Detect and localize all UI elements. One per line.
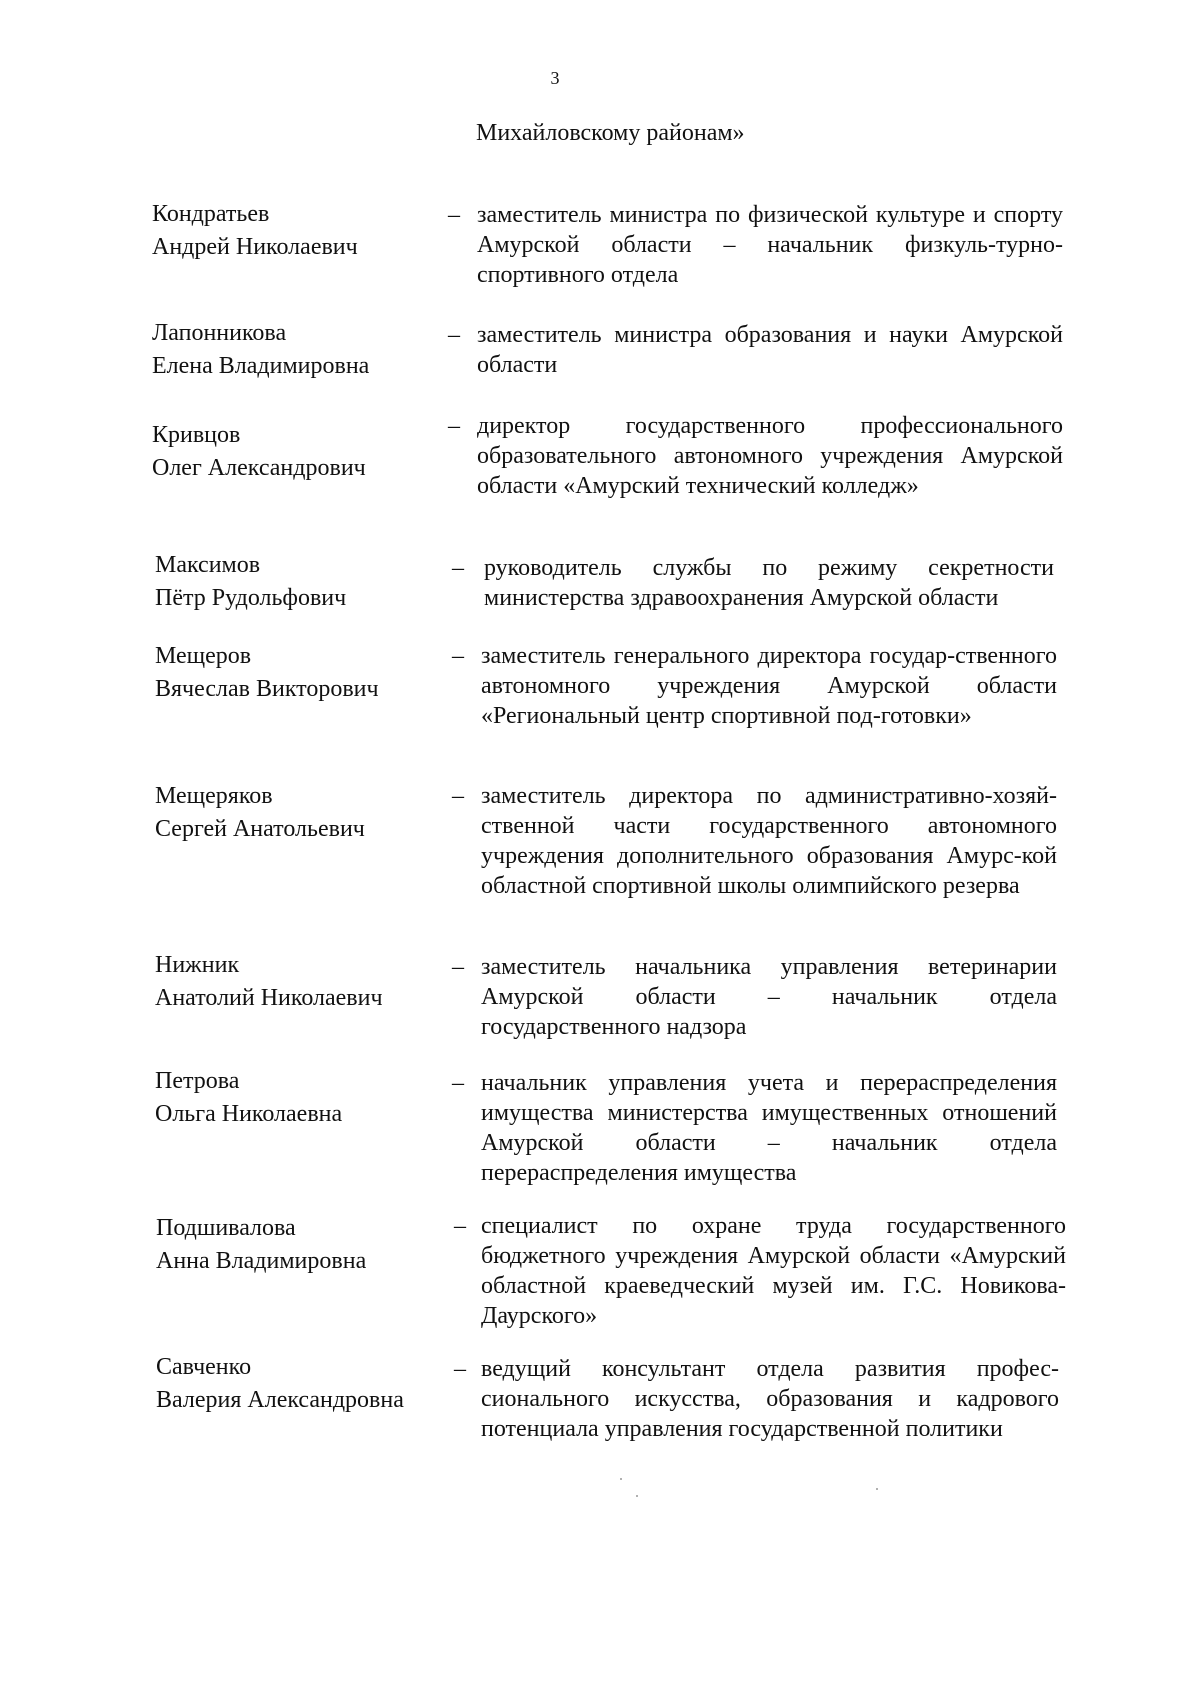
scan-speck xyxy=(876,1488,878,1490)
member-surname: Подшивалова xyxy=(156,1215,296,1241)
member-position: ведущий консультант отдела развития профес-сионального искусства, образования и кадрового потенциала управления государственной политики xyxy=(481,1356,1059,1442)
member-position: руководитель службы по режиму секретности министерства здравоохранения Амурской области xyxy=(484,555,1054,611)
continuation-text: Михайловскому районам» xyxy=(476,120,745,146)
member-name xyxy=(155,640,445,706)
member-position: начальник управления учета и перераспределения имущества министерства имущественных отношений Амурской области – начальник отдела перераспределения имущества xyxy=(481,1070,1057,1186)
dash-separator: – xyxy=(452,643,464,669)
member-position: заместитель директора по административно-хозяй-ственной части государственного автономного учреждения дополнительного образования Амурс-кой областной спортивной школы олимпийского резерва xyxy=(481,783,1057,899)
member-name xyxy=(156,1351,446,1417)
member-surname: Кондратьев xyxy=(152,201,270,227)
member-surname: Кривцов xyxy=(152,422,241,448)
member-given-names: Ольга Николаевна xyxy=(155,1101,343,1127)
member-given-names: Пётр Рудольфович xyxy=(155,585,347,611)
scan-speck xyxy=(636,1495,638,1497)
member-name xyxy=(156,1212,446,1278)
member-position: заместитель генерального директора государ-ственного автономного учреждения Амурской области «Региональный центр спортивной под-готовки» xyxy=(481,643,1057,729)
member-position: заместитель министра образования и науки Амурской области xyxy=(477,322,1063,378)
member-given-names: Вячеслав Викторович xyxy=(155,676,379,702)
member-surname: Петрова xyxy=(155,1068,240,1094)
member-name xyxy=(155,549,445,615)
member-name xyxy=(152,198,442,264)
member-name xyxy=(152,419,442,485)
member-given-names: Валерия Александровна xyxy=(156,1387,404,1413)
member-surname: Мещеров xyxy=(155,643,252,669)
member-name xyxy=(155,949,445,1015)
member-surname: Савченко xyxy=(156,1354,252,1380)
dash-separator: – xyxy=(452,954,464,980)
member-surname: Нижник xyxy=(155,952,240,978)
scan-speck xyxy=(620,1478,622,1480)
member-surname: Мещеряков xyxy=(155,783,273,809)
member-position: специалист по охране труда государственного бюджетного учреждения Амурской области «Амурский областной краеведческий музей им. Г.С. Новикова-Даурского» xyxy=(481,1213,1066,1329)
member-position: директор государственного профессионального образовательного автономного учреждения Амурской области «Амурский технический колледж» xyxy=(477,413,1063,499)
member-name xyxy=(155,780,445,846)
page-number: 3 xyxy=(550,68,560,88)
dash-separator: – xyxy=(452,555,464,581)
member-position: заместитель начальника управления ветеринарии Амурской области – начальник отдела государственного надзора xyxy=(481,954,1057,1040)
member-surname: Максимов xyxy=(155,552,261,578)
dash-separator: – xyxy=(454,1213,466,1239)
member-given-names: Анна Владимировна xyxy=(156,1248,367,1274)
dash-separator: – xyxy=(452,783,464,809)
member-given-names: Сергей Анатольевич xyxy=(155,816,365,842)
member-given-names: Олег Александрович xyxy=(152,455,366,481)
member-surname: Лапонникова xyxy=(152,320,287,346)
dash-separator: – xyxy=(454,1356,466,1382)
dash-separator: – xyxy=(452,1070,464,1096)
dash-separator: – xyxy=(448,322,460,348)
member-name xyxy=(152,317,442,383)
member-position: заместитель министра по физической культуре и спорту Амурской области – начальник физкуль-турно-спортивного отдела xyxy=(477,202,1063,288)
dash-separator: – xyxy=(448,413,460,439)
member-given-names: Андрей Николаевич xyxy=(152,234,358,260)
member-given-names: Анатолий Николаевич xyxy=(155,985,383,1011)
member-name xyxy=(155,1065,445,1131)
member-given-names: Елена Владимировна xyxy=(152,353,370,379)
dash-separator: – xyxy=(448,202,460,228)
